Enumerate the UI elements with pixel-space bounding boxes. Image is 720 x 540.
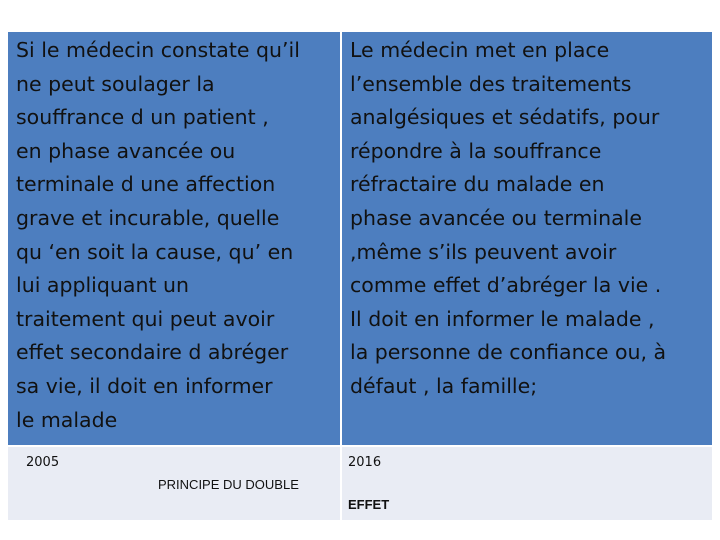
left-year: 2005 xyxy=(26,455,60,470)
right-year: 2016 xyxy=(348,455,382,470)
right-text-cell xyxy=(342,32,712,445)
left-footer-cell xyxy=(8,447,340,520)
left-paragraph: Si le médecin constate qu’il ne peut soulager la souffrance d un patient , en phase avancée ou terminale d une affection grave et incurable, quelle qu ‘en soit la cause, qu’ en lui appliquant un traitement qui peut avoir effet secondaire d abréger sa vie, il doit en informer le malade xyxy=(16,38,300,432)
comparison-table xyxy=(8,32,712,520)
right-paragraph: Le médecin met en place l’ensemble des traitements analgésiques et sédatifs, pour répondre à la souffrance réfractaire du malade en phase avancée ou terminale ,même s’ils peuvent avoir comme effet d’abréger la vie . Il doit en informer le malade , la personne de confiance ou, à défaut , la famille; xyxy=(350,38,667,398)
left-caption: PRINCIPE DU DOUBLE xyxy=(158,477,299,492)
left-text-cell xyxy=(8,32,340,445)
right-caption: EFFET xyxy=(348,497,390,512)
right-footer-cell xyxy=(342,447,712,520)
